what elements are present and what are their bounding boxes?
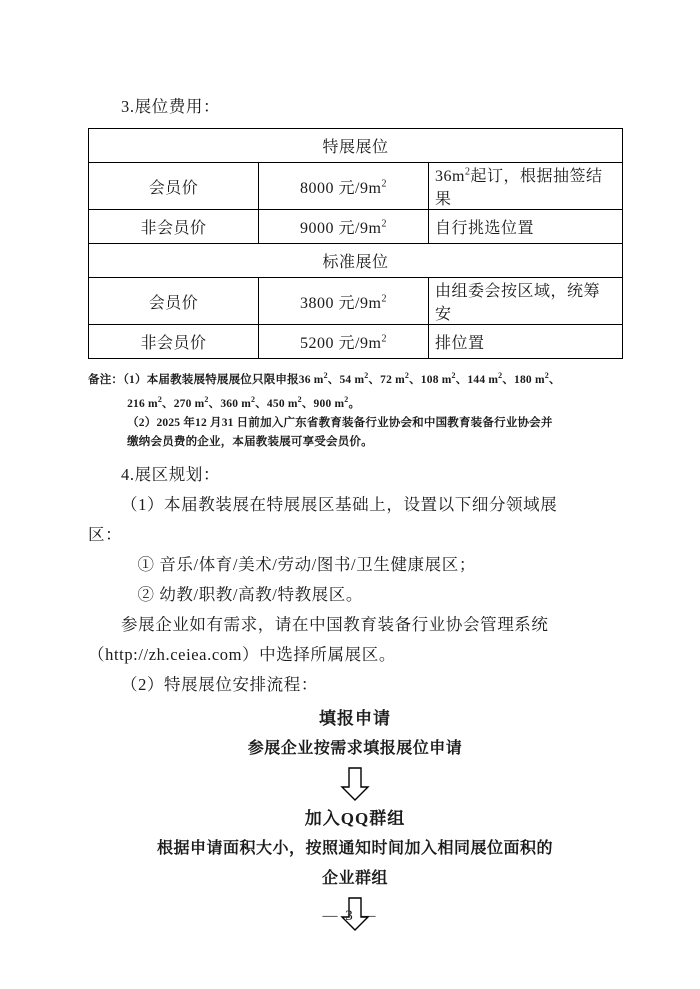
note-1-values: 、54 $m^2$、72 $m^2$、108 $m^2$、144 $m^2$、180 $m^2$、 bbox=[327, 371, 561, 386]
nonmember-price-label: 非会员价 bbox=[89, 210, 259, 244]
note-line-2: 216 $m^2$、270 $m^2$、360 $m^2$、450 $m^2$、900 $m^2$。 bbox=[127, 394, 361, 410]
fee-table bbox=[88, 128, 623, 359]
nonmember-price-label-standard: 非会员价 bbox=[89, 325, 259, 359]
zone-paragraph-1-cont: 区： bbox=[88, 524, 123, 544]
member-price-label-standard: 会员价 bbox=[89, 278, 259, 325]
note-label: 备注： bbox=[88, 373, 124, 386]
member-price-value-standard bbox=[259, 278, 429, 325]
price-superscript: 2 bbox=[381, 178, 387, 190]
note-line-1 bbox=[88, 366, 622, 390]
nonmember-price-remark-standard: 排位置 bbox=[429, 325, 623, 359]
table-row bbox=[89, 278, 623, 325]
member-price-remark-standard: 由组委会按区域，统筹安 bbox=[429, 278, 623, 325]
flow-arrow-1-wrap bbox=[88, 764, 622, 804]
flow-step-1-title: 填报申请 bbox=[319, 708, 391, 728]
zone-item-1: ① 音乐/体育/美术/劳动/图书/卫生健康展区； bbox=[137, 554, 476, 574]
zone-item-2: ② 幼教/职教/高教/特教展区。 bbox=[137, 584, 363, 604]
note-2-line-2: 缴纳会员费的企业，本届教装展可享受会员价。 bbox=[127, 435, 373, 448]
flow-step-1-desc: 参展企业按需求填报展位申请 bbox=[247, 739, 463, 757]
price-superscript: 2 bbox=[381, 218, 387, 230]
price-superscript: 2 bbox=[381, 293, 387, 305]
flow-step-2-desc-line-2: 企业群组 bbox=[321, 869, 388, 887]
standard-booth-header: 标准展位 bbox=[89, 244, 623, 278]
table-row bbox=[89, 129, 623, 163]
zone-paragraph-2: 参展企业如有需求，请在中国教育装备行业协会管理系统 bbox=[121, 614, 549, 634]
member-price-remark bbox=[429, 163, 623, 210]
special-booth-header: 特展展位 bbox=[89, 129, 623, 163]
table-row bbox=[89, 210, 623, 244]
remark-superscript: 2 bbox=[464, 166, 471, 178]
price-superscript: 2 bbox=[381, 333, 387, 345]
down-arrow-icon bbox=[340, 767, 370, 801]
zone-paragraph-3: （2）特展展位安排流程： bbox=[121, 674, 318, 694]
nonmember-price-value bbox=[259, 210, 429, 244]
table-row bbox=[89, 325, 623, 359]
note-line-3 bbox=[88, 414, 622, 433]
price-text: 9000 元/9m bbox=[300, 220, 382, 237]
remark-text: 36m bbox=[435, 168, 465, 185]
table-row bbox=[89, 244, 623, 278]
note-sup: 2 bbox=[323, 371, 328, 380]
remark-tail: 起订，根据抽签结果 bbox=[435, 168, 603, 208]
page-content bbox=[88, 92, 622, 934]
flow-chart bbox=[88, 704, 622, 934]
zone-paragraph-2-cont: （http://zh.ceiea.com）中选择所属展区。 bbox=[88, 644, 396, 664]
flow-step-2-title: 加入QQ群组 bbox=[304, 808, 406, 828]
note-line-4 bbox=[88, 433, 622, 452]
price-text: 5200 元/9m bbox=[300, 335, 382, 352]
price-text: 8000 元/9m bbox=[300, 179, 382, 197]
nonmember-price-remark: 自行挑选位置 bbox=[429, 210, 623, 244]
note-2-line-1: （2）2025 年12 月31 日前加入广东省教育装备行业协会和中国教育装备行业协会并 bbox=[127, 416, 553, 429]
fee-section-heading: 3.展位费用： bbox=[121, 97, 221, 116]
note-1-prefix: （1）本届教装展特展展位只限申报36 m bbox=[123, 373, 324, 386]
flow-step-2-desc-line-1: 根据申请面积大小，按照通知时间加入相同展位面积的 bbox=[156, 839, 553, 857]
member-price-label: 会员价 bbox=[89, 163, 259, 210]
nonmember-price-value-standard bbox=[259, 325, 429, 359]
table-row bbox=[89, 163, 623, 210]
zone-paragraph-1: （1）本届教装展在特展展区基础上，设置以下细分领域展 bbox=[121, 494, 558, 514]
page-number: — 3 — bbox=[322, 908, 378, 924]
zone-section-heading: 4.展区规划： bbox=[121, 464, 221, 484]
table-notes bbox=[88, 366, 622, 452]
price-text: 3800 元/9m bbox=[300, 294, 382, 312]
member-price-value bbox=[259, 163, 429, 210]
